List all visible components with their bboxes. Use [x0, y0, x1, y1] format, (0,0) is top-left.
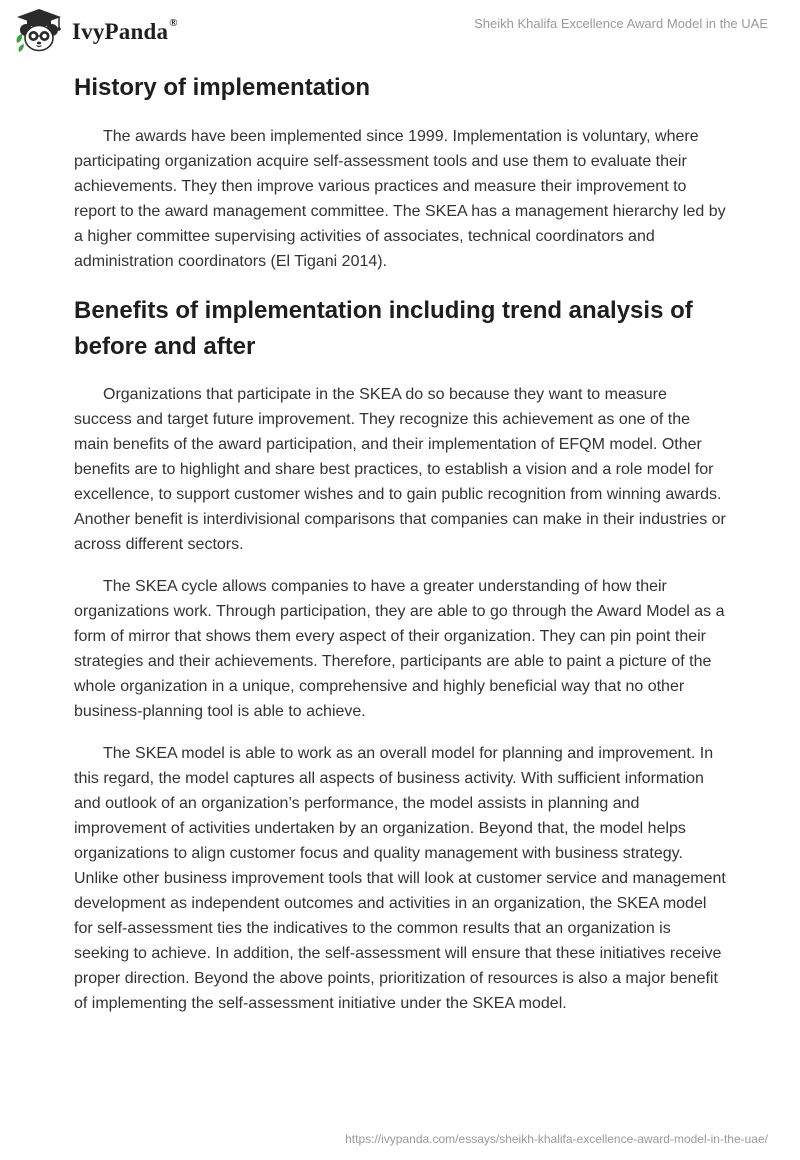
registered-mark: ®	[169, 17, 178, 29]
paragraph: The SKEA model is able to work as an overall model for planning and improvement. In this regard, the model captures all aspects of business activity. With sufficient information and outlook of an organization’s performance, the model assists in planning and improvement of activities undertaken by an organization. Beyond that, the model helps organizations to align customer focus and quality management with business strategy. Unlike other business improvement tools that will look at customer service and management development as independent outcomes and activities in an organization, the SKEA model for self-assessment ties the indicatives to the common results that an organization is seeking to achieve. In addition, the self-assessment will ensure that these initiatives receive proper direction. Beyond the above points, prioritization of resources is also a major benefit of implementing the self-assessment initiative under the SKEA model.	[74, 745, 726, 1012]
essay-content	[74, 70, 728, 1016]
ivypanda-logo[interactable]	[14, 8, 178, 54]
section-heading-benefits: Benefits of implementation including trend analysis of before and after	[74, 297, 693, 360]
running-title: Sheikh Khalifa Excellence Award Model in the UAE	[474, 16, 768, 31]
panda-logo-icon	[14, 8, 64, 54]
brand-name: IvyPanda®	[72, 17, 178, 44]
paragraph: The awards have been implemented since 1999. Implementation is voluntary, where participating organization acquire self-assessment tools and use them to evaluate their achievements. They then improve various practices and measure their improvement to report to the award management committee. The SKEA has a management hierarchy led by a higher committee supervising activities of associates, technical coordinators and administration coordinators (El Tigani 2014).	[74, 128, 726, 270]
page-header	[0, 0, 800, 60]
section-heading-history: History of implementation	[74, 74, 371, 101]
paragraph: Organizations that participate in the SKEA do so because they want to measure success and target future improvement. They recognize this achievement as one of the main benefits of the award participation, and their implementation of EFQM model. Other benefits are to highlight and share best practices, to establish a vision and a role model for excellence, to support customer wishes and to gain public recognition from winning awards. Another benefit is interdivisional comparisons that companies can make in their industries or across different sectors.	[74, 386, 726, 553]
source-url-link[interactable]: https://ivypanda.com/essays/sheikh-khalifa-excellence-award-model-in-the-uae/	[345, 1132, 768, 1146]
paragraph: The SKEA cycle allows companies to have a greater understanding of how their organizations work. Through participation, they are able to go through the Award Model as a form of mirror that shows them every aspect of their organization. They can pin point their strategies and their achievements. Therefore, participants are able to paint a picture of the whole organization in a unique, comprehensive and highly beneficial way that no other business-planning tool is able to achieve.	[74, 578, 725, 720]
